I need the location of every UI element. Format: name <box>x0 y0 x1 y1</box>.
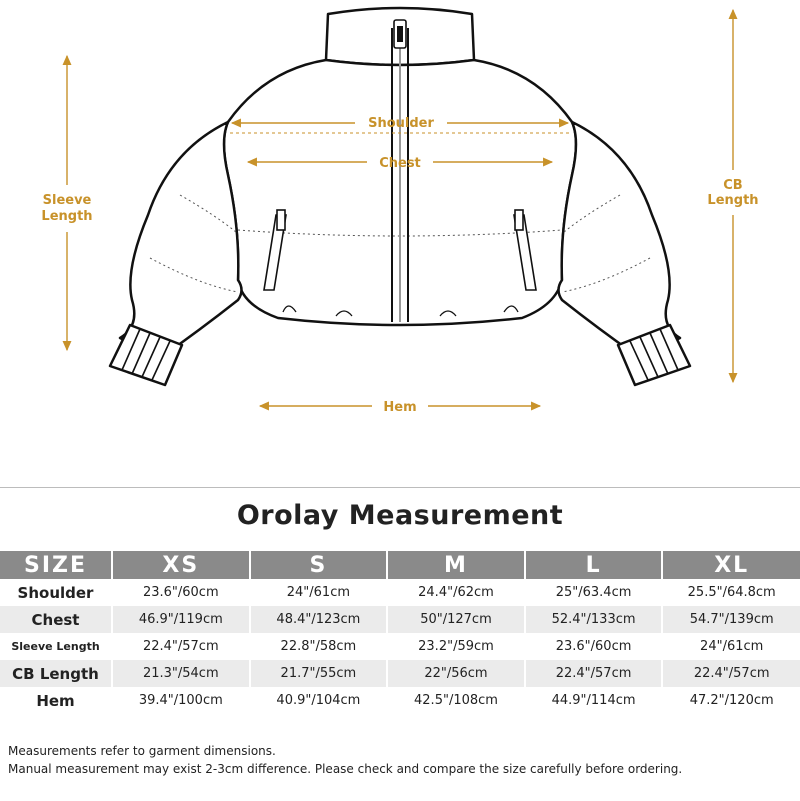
row-label-sleeve-length: Sleeve Length <box>0 633 112 660</box>
measurement-notes <box>8 742 682 778</box>
table-cell: 22.4"/57cm <box>662 660 800 687</box>
hem-label: Hem <box>383 400 417 415</box>
table-row <box>0 633 800 660</box>
row-label-chest: Chest <box>0 606 112 633</box>
shoulder-label: Shoulder <box>368 116 434 131</box>
table-cell: 40.9"/104cm <box>250 687 388 714</box>
table-cell: 22.4"/57cm <box>525 660 663 687</box>
cb-length-label-line2: Length <box>707 193 759 208</box>
table-cell: 25.5"/64.8cm <box>662 579 800 606</box>
size-m: M <box>387 551 525 579</box>
table-cell: 54.7"/139cm <box>662 606 800 633</box>
table-cell: 24.4"/62cm <box>387 579 525 606</box>
row-label-hem: Hem <box>0 687 112 714</box>
table-cell: 25"/63.4cm <box>525 579 663 606</box>
table-row <box>0 660 800 687</box>
table-cell: 22.8"/58cm <box>250 633 388 660</box>
table-row <box>0 579 800 606</box>
note-line: Measurements refer to garment dimensions. <box>8 744 276 758</box>
size-xl: XL <box>662 551 800 579</box>
table-cell: 52.4"/133cm <box>525 606 663 633</box>
table-cell: 22"/56cm <box>387 660 525 687</box>
right-sleeve <box>559 122 681 358</box>
size-header-row <box>0 551 800 579</box>
table-cell: 50"/127cm <box>387 606 525 633</box>
table-cell: 24"/61cm <box>662 633 800 660</box>
table-cell: 48.4"/123cm <box>250 606 388 633</box>
left-sleeve <box>120 122 242 358</box>
size-table <box>0 551 800 714</box>
table-row <box>0 606 800 633</box>
table-cell: 47.2"/120cm <box>662 687 800 714</box>
table-cell: 21.7"/55cm <box>250 660 388 687</box>
size-xs: XS <box>112 551 250 579</box>
table-cell: 23.6"/60cm <box>112 579 250 606</box>
measurement-section <box>0 487 800 801</box>
chest-label: Chest <box>379 156 421 171</box>
table-cell: 22.4"/57cm <box>112 633 250 660</box>
table-cell: 44.9"/114cm <box>525 687 663 714</box>
table-cell: 21.3"/54cm <box>112 660 250 687</box>
sleeve-length-label-line1: Sleeve <box>42 193 92 208</box>
row-label-cb-length: CB Length <box>0 660 112 687</box>
table-cell: 23.6"/60cm <box>525 633 663 660</box>
size-header: SIZE <box>0 551 112 579</box>
sleeve-length-label-line2: Length <box>41 209 93 224</box>
table-cell: 46.9"/119cm <box>112 606 250 633</box>
size-l: L <box>525 551 663 579</box>
table-cell: 24"/61cm <box>250 579 388 606</box>
table-title: Orolay Measurement <box>236 500 564 531</box>
size-s: S <box>250 551 388 579</box>
note-line: Manual measurement may exist 2-3cm difference. Please check and compare the size carefully before ordering. <box>8 762 683 776</box>
table-row <box>0 687 800 714</box>
table-cell: 42.5"/108cm <box>387 687 525 714</box>
table-cell: 39.4"/100cm <box>112 687 250 714</box>
cb-length-label-line1: CB <box>723 178 743 193</box>
cuff-ribbing <box>122 329 678 380</box>
table-cell: 23.2"/59cm <box>387 633 525 660</box>
row-label-shoulder: Shoulder <box>0 579 112 606</box>
